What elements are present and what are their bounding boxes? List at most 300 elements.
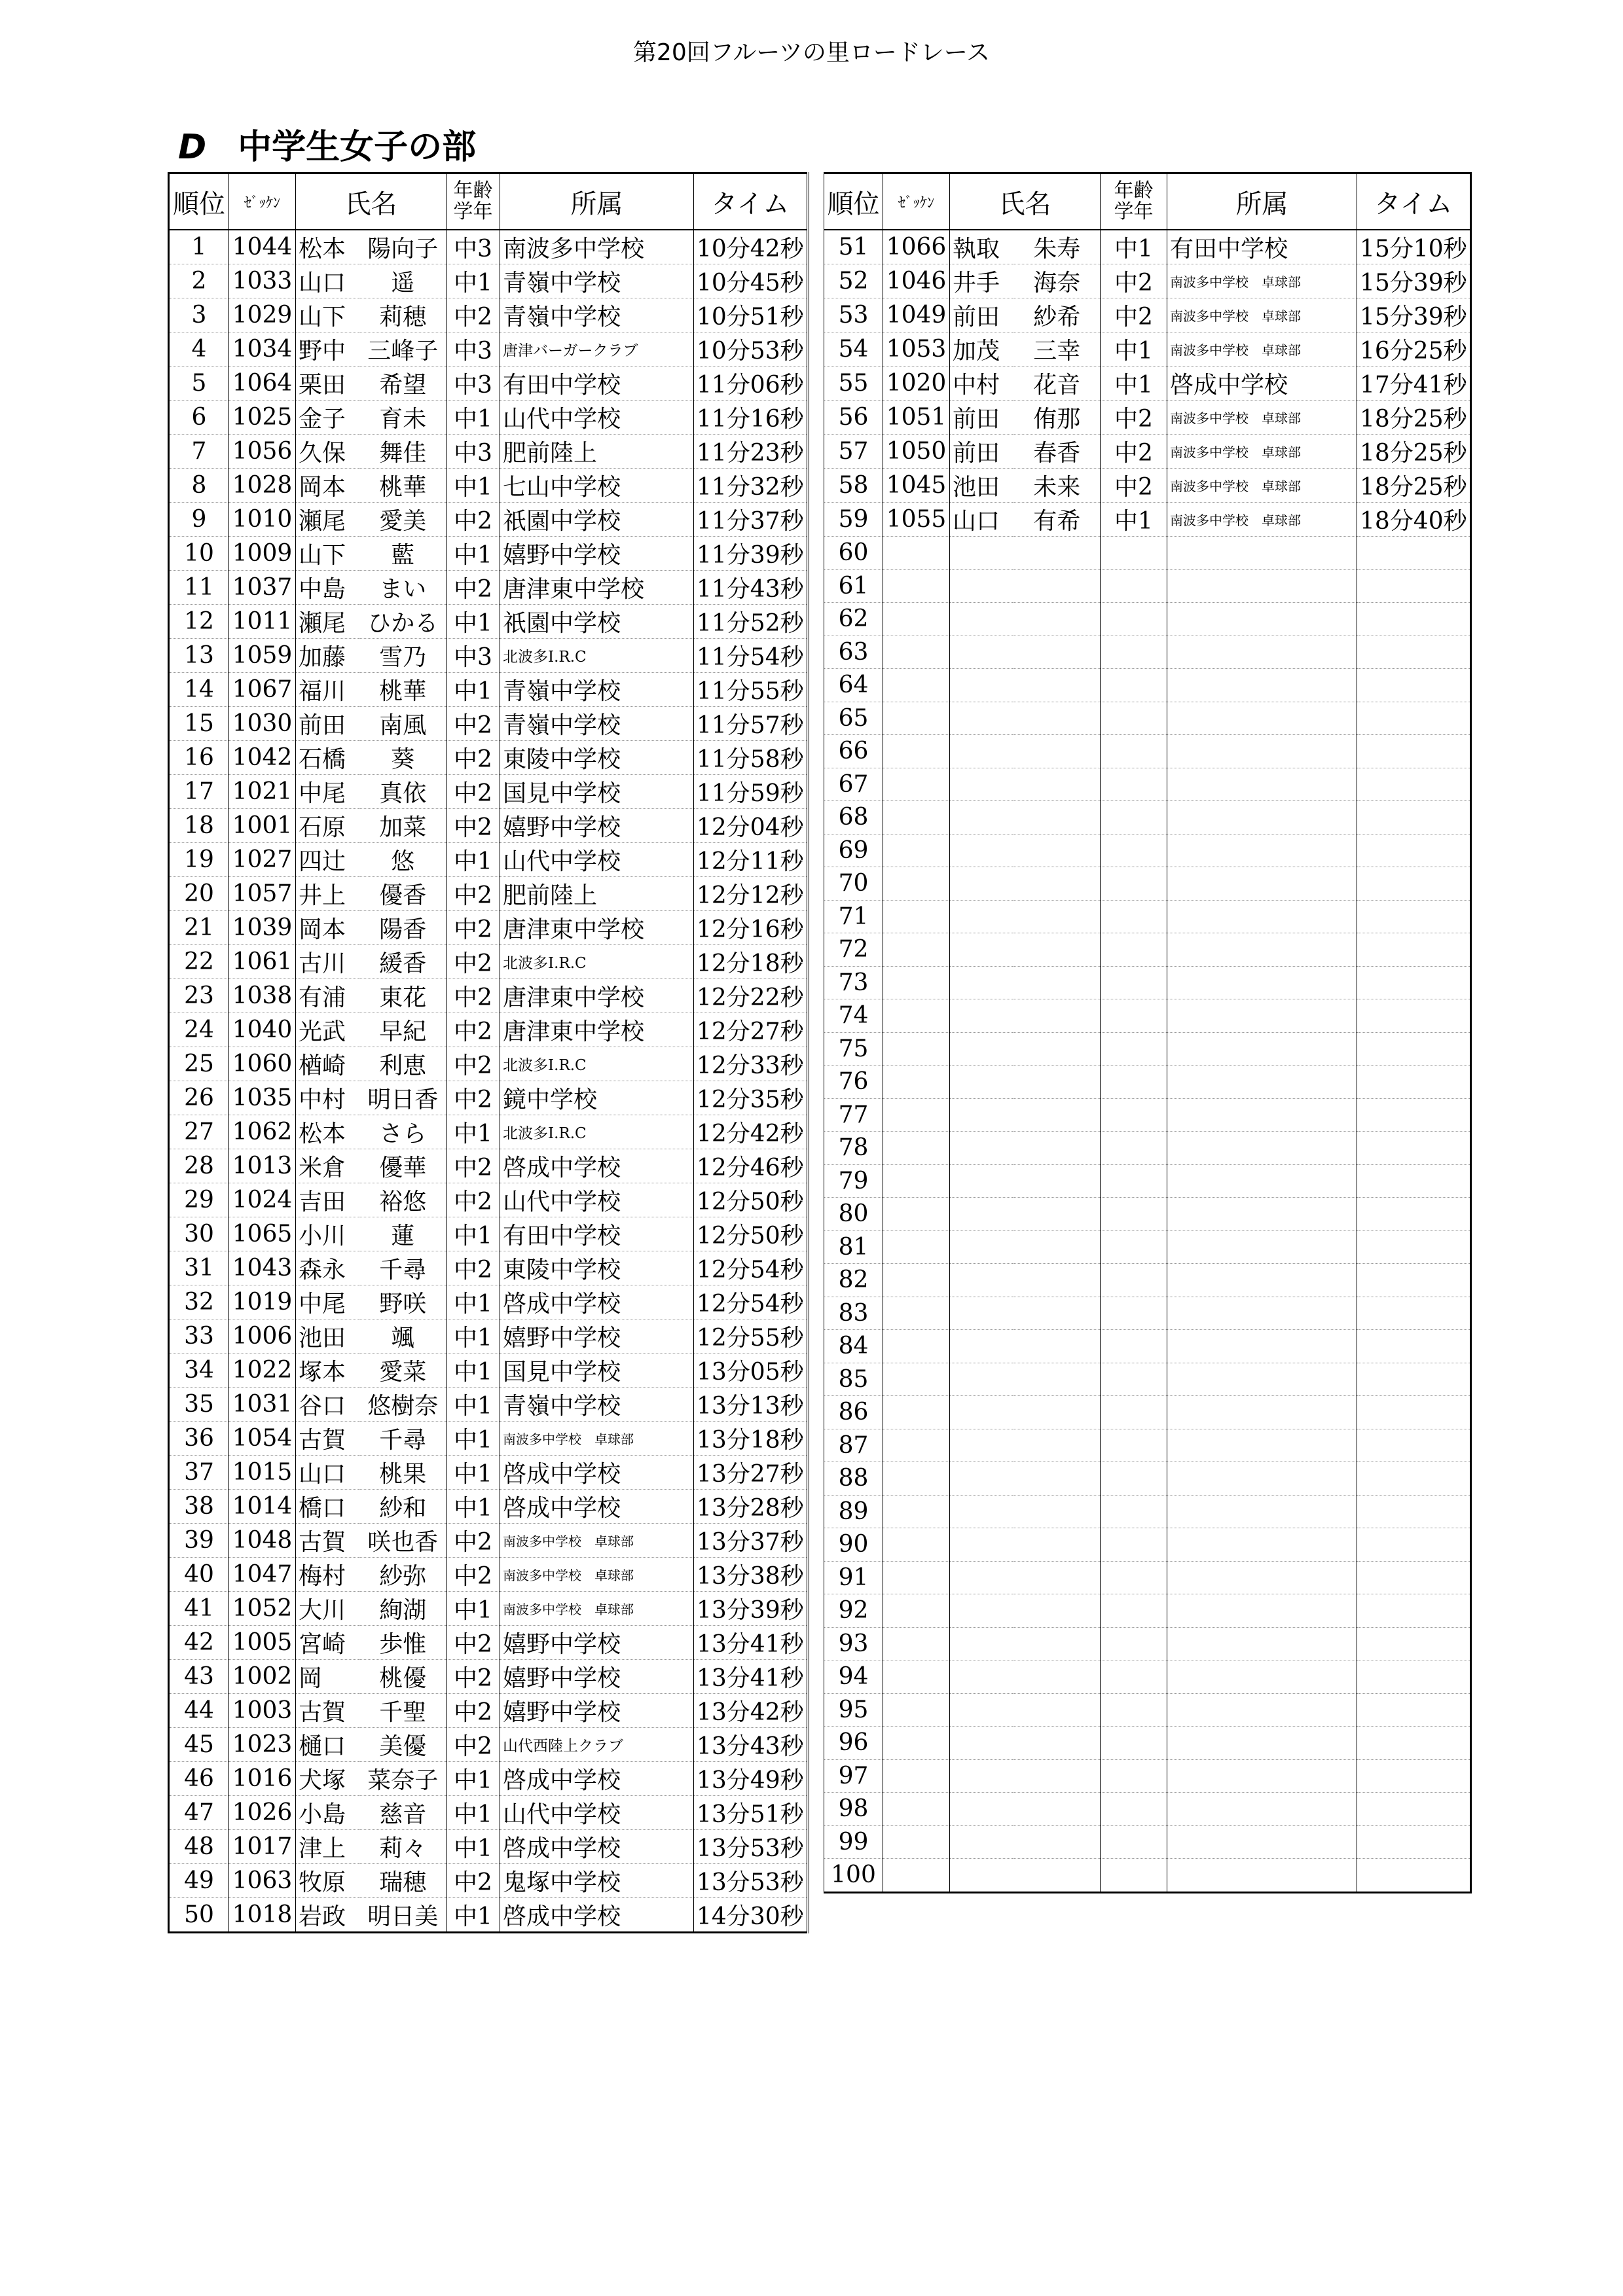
- time-cell: [1357, 1594, 1471, 1628]
- grade-cell: [1101, 1164, 1167, 1198]
- rank-cell: 8: [169, 469, 229, 503]
- team-cell: 南波多中学校 卓球部: [1167, 469, 1357, 503]
- team-cell: 有田中学校: [500, 1217, 694, 1251]
- grade-cell: [1101, 1627, 1167, 1660]
- surname-cell: 瀬尾: [296, 605, 360, 639]
- grade-cell: 中2: [447, 979, 500, 1013]
- surname-cell: [950, 569, 1014, 603]
- bib-cell: [883, 1230, 950, 1264]
- result-row: [169, 401, 808, 435]
- bib-cell: 1019: [229, 1285, 296, 1319]
- rank-cell: 27: [169, 1115, 229, 1149]
- surname-cell: 石橋: [296, 741, 360, 775]
- given-name-cell: 利恵: [360, 1047, 447, 1081]
- grade-cell: 中1: [447, 1592, 500, 1626]
- grade-cell: [1101, 735, 1167, 768]
- grade-cell: 中2: [447, 1251, 500, 1285]
- team-cell: [1167, 1032, 1357, 1066]
- rank-cell: 40: [169, 1558, 229, 1592]
- grade-cell: 中2: [447, 1558, 500, 1592]
- result-row: [824, 1230, 1471, 1264]
- given-name-cell: 千尋: [360, 1422, 447, 1456]
- surname-cell: 中村: [296, 1081, 360, 1115]
- time-cell: 11分32秒: [694, 469, 808, 503]
- surname-cell: 楢崎: [296, 1047, 360, 1081]
- result-row: [824, 401, 1471, 435]
- time-header: タイム: [694, 173, 808, 230]
- team-cell: [1167, 702, 1357, 735]
- result-row: [824, 1330, 1471, 1363]
- rank-cell: 35: [169, 1388, 229, 1422]
- surname-cell: [950, 1759, 1014, 1793]
- team-cell: [1167, 1297, 1357, 1330]
- team-cell: [1167, 735, 1357, 768]
- surname-cell: [950, 801, 1014, 834]
- result-row: [824, 298, 1471, 332]
- result-row: [169, 605, 808, 639]
- grade-header-line2: 学年: [1114, 200, 1154, 223]
- team-cell: 啓成中学校: [500, 1490, 694, 1524]
- grade-cell: 中2: [447, 1694, 500, 1728]
- team-cell: 有田中学校: [1167, 230, 1357, 264]
- surname-cell: [950, 1859, 1014, 1893]
- team-cell: [1167, 999, 1357, 1033]
- team-cell: 啓成中学校: [500, 1898, 694, 1933]
- event-title: 第20回フルーツの里ロードレース: [632, 39, 991, 66]
- time-cell: 12分16秒: [694, 911, 808, 945]
- time-cell: [1357, 966, 1471, 999]
- bib-cell: 1030: [229, 707, 296, 741]
- rank-cell: 86: [824, 1396, 883, 1429]
- given-name-cell: 陽香: [360, 911, 447, 945]
- time-cell: 13分43秒: [694, 1728, 808, 1762]
- surname-cell: [950, 1462, 1014, 1496]
- surname-cell: [950, 1132, 1014, 1165]
- time-cell: 13分51秒: [694, 1796, 808, 1830]
- surname-cell: [950, 1198, 1014, 1231]
- given-name-cell: [1014, 999, 1101, 1033]
- time-cell: [1357, 900, 1471, 933]
- grade-cell: 中2: [447, 1660, 500, 1694]
- result-row: [169, 1081, 808, 1115]
- results-table-right: [824, 172, 1472, 1893]
- given-name-cell: 有希: [1014, 503, 1101, 537]
- team-cell: 七山中学校: [500, 469, 694, 503]
- time-cell: [1357, 1429, 1471, 1462]
- grade-cell: 中2: [447, 571, 500, 605]
- bib-cell: 1035: [229, 1081, 296, 1115]
- result-row: [824, 735, 1471, 768]
- time-cell: 12分11秒: [694, 843, 808, 877]
- grade-cell: [1101, 1495, 1167, 1528]
- time-cell: 18分25秒: [1357, 401, 1471, 435]
- rank-cell: 39: [169, 1524, 229, 1558]
- bib-cell: [883, 966, 950, 999]
- bib-cell: [883, 1396, 950, 1429]
- team-cell: 青嶺中学校: [500, 707, 694, 741]
- time-cell: 10分45秒: [694, 264, 808, 298]
- given-name-cell: [1014, 1660, 1101, 1694]
- result-row: [169, 911, 808, 945]
- time-cell: 11分59秒: [694, 775, 808, 809]
- surname-cell: [950, 1528, 1014, 1562]
- time-cell: 10分51秒: [694, 298, 808, 332]
- grade-cell: 中2: [447, 1013, 500, 1047]
- result-row: [824, 367, 1471, 401]
- grade-cell: 中2: [447, 877, 500, 911]
- given-name-cell: [1014, 1330, 1101, 1363]
- result-row: [169, 1422, 808, 1456]
- result-row: [824, 933, 1471, 967]
- grade-cell: 中1: [447, 1830, 500, 1864]
- grade-cell: [1101, 1429, 1167, 1462]
- rank-cell: 9: [169, 503, 229, 537]
- rank-cell: 10: [169, 537, 229, 571]
- rank-cell: 14: [169, 673, 229, 707]
- bib-cell: [883, 1528, 950, 1562]
- rank-cell: 42: [169, 1626, 229, 1660]
- rank-cell: 28: [169, 1149, 229, 1183]
- surname-cell: [950, 834, 1014, 867]
- category-heading: [178, 119, 476, 168]
- surname-cell: [950, 1032, 1014, 1066]
- given-name-cell: 紗和: [360, 1490, 447, 1524]
- rank-cell: 57: [824, 435, 883, 469]
- team-cell: 祇園中学校: [500, 605, 694, 639]
- result-row: [824, 1462, 1471, 1496]
- team-cell: 北波多I.R.C: [500, 639, 694, 673]
- result-row: [824, 636, 1471, 669]
- given-name-cell: 緩香: [360, 945, 447, 979]
- rank-cell: 97: [824, 1759, 883, 1793]
- time-cell: 15分39秒: [1357, 264, 1471, 298]
- team-cell: 山代中学校: [500, 401, 694, 435]
- team-header: 所属: [1167, 173, 1357, 230]
- result-row: [824, 768, 1471, 801]
- team-cell: 肥前陸上: [500, 435, 694, 469]
- result-row: [824, 999, 1471, 1033]
- result-row: [169, 503, 808, 537]
- surname-cell: 岡本: [296, 469, 360, 503]
- team-cell: 有田中学校: [500, 367, 694, 401]
- time-cell: [1357, 999, 1471, 1033]
- bib-cell: 1042: [229, 741, 296, 775]
- rank-cell: 15: [169, 707, 229, 741]
- grade-cell: 中1: [447, 1490, 500, 1524]
- result-row: [824, 1759, 1471, 1793]
- team-cell: [1167, 1825, 1357, 1859]
- team-cell: 北波多I.R.C: [500, 1115, 694, 1149]
- rank-cell: 64: [824, 669, 883, 702]
- grade-cell: 中2: [1101, 469, 1167, 503]
- time-cell: [1357, 1330, 1471, 1363]
- team-cell: 国見中学校: [500, 775, 694, 809]
- grade-cell: [1101, 1759, 1167, 1793]
- team-cell: [1167, 1396, 1357, 1429]
- grade-cell: [1101, 1330, 1167, 1363]
- grade-cell: 中2: [447, 1626, 500, 1660]
- grade-header-line2: 学年: [453, 200, 493, 223]
- grade-cell: [1101, 1825, 1167, 1859]
- surname-cell: [950, 768, 1014, 801]
- result-row: [824, 1528, 1471, 1562]
- team-cell: [1167, 966, 1357, 999]
- team-cell: [1167, 1759, 1357, 1793]
- team-cell: 祇園中学校: [500, 503, 694, 537]
- time-cell: 12分42秒: [694, 1115, 808, 1149]
- rank-cell: 77: [824, 1098, 883, 1132]
- result-row: [169, 298, 808, 332]
- given-name-cell: [1014, 1264, 1101, 1297]
- given-name-cell: [1014, 1164, 1101, 1198]
- team-cell: 南波多中学校 卓球部: [500, 1558, 694, 1592]
- surname-cell: 橋口: [296, 1490, 360, 1524]
- grade-cell: [1101, 1660, 1167, 1694]
- surname-cell: 山口: [950, 503, 1014, 537]
- surname-cell: 山口: [296, 264, 360, 298]
- bib-cell: 1049: [883, 298, 950, 332]
- surname-cell: [950, 1098, 1014, 1132]
- given-name-cell: 桃優: [360, 1660, 447, 1694]
- time-cell: 11分39秒: [694, 537, 808, 571]
- result-row: [824, 1495, 1471, 1528]
- bib-cell: [883, 801, 950, 834]
- team-cell: 山代西陸上クラブ: [500, 1728, 694, 1762]
- given-name-cell: 絢湖: [360, 1592, 447, 1626]
- team-cell: 南波多中学校 卓球部: [500, 1524, 694, 1558]
- team-cell: 唐津東中学校: [500, 979, 694, 1013]
- rank-cell: 19: [169, 843, 229, 877]
- bib-cell: [883, 537, 950, 570]
- bib-cell: [883, 1363, 950, 1396]
- rank-cell: 1: [169, 230, 229, 264]
- rank-cell: 22: [169, 945, 229, 979]
- given-name-cell: 野咲: [360, 1285, 447, 1319]
- given-name-cell: [1014, 1132, 1101, 1165]
- bib-cell: 1026: [229, 1796, 296, 1830]
- grade-cell: 中1: [447, 1796, 500, 1830]
- given-name-cell: 桃果: [360, 1456, 447, 1490]
- time-cell: 12分46秒: [694, 1149, 808, 1183]
- bib-cell: [883, 867, 950, 901]
- given-name-cell: [1014, 702, 1101, 735]
- rank-header: 順位: [824, 173, 883, 230]
- time-cell: [1357, 1528, 1471, 1562]
- surname-cell: [950, 1363, 1014, 1396]
- result-row: [169, 1592, 808, 1626]
- given-name-cell: 瑞穂: [360, 1864, 447, 1898]
- given-name-cell: まい: [360, 571, 447, 605]
- team-cell: 唐津東中学校: [500, 571, 694, 605]
- rank-cell: 78: [824, 1132, 883, 1165]
- team-cell: [1167, 636, 1357, 669]
- grade-cell: 中3: [447, 230, 500, 264]
- grade-cell: 中1: [447, 264, 500, 298]
- results-table-left: [168, 172, 809, 1933]
- result-row: [824, 503, 1471, 537]
- time-cell: 13分49秒: [694, 1762, 808, 1796]
- surname-cell: 中尾: [296, 1285, 360, 1319]
- bib-cell: 1016: [229, 1762, 296, 1796]
- grade-cell: 中1: [447, 1422, 500, 1456]
- header-row: [824, 173, 1471, 230]
- rank-cell: 76: [824, 1066, 883, 1099]
- result-row: [824, 569, 1471, 603]
- result-row: [169, 809, 808, 843]
- given-name-cell: 早紀: [360, 1013, 447, 1047]
- grade-cell: 中3: [447, 639, 500, 673]
- result-row: [824, 801, 1471, 834]
- rank-cell: 16: [169, 741, 229, 775]
- grade-cell: 中1: [1101, 230, 1167, 264]
- time-cell: 12分33秒: [694, 1047, 808, 1081]
- time-cell: 11分55秒: [694, 673, 808, 707]
- given-name-cell: 紗希: [1014, 298, 1101, 332]
- bib-cell: 1038: [229, 979, 296, 1013]
- given-name-cell: さら: [360, 1115, 447, 1149]
- surname-cell: [950, 1264, 1014, 1297]
- team-cell: 唐津東中学校: [500, 1013, 694, 1047]
- rank-cell: 18: [169, 809, 229, 843]
- given-name-cell: 千聖: [360, 1694, 447, 1728]
- bib-cell: 1034: [229, 332, 296, 367]
- time-cell: 13分38秒: [694, 1558, 808, 1592]
- surname-cell: 岡本: [296, 911, 360, 945]
- given-name-cell: 桃華: [360, 469, 447, 503]
- surname-cell: 古賀: [296, 1524, 360, 1558]
- bib-cell: [883, 834, 950, 867]
- surname-cell: 井上: [296, 877, 360, 911]
- result-row: [169, 639, 808, 673]
- grade-cell: [1101, 900, 1167, 933]
- surname-cell: 松本: [296, 1115, 360, 1149]
- given-name-cell: 優華: [360, 1149, 447, 1183]
- time-cell: 13分53秒: [694, 1864, 808, 1898]
- rank-cell: 37: [169, 1456, 229, 1490]
- grade-cell: [1101, 1727, 1167, 1760]
- bib-cell: 1010: [229, 503, 296, 537]
- time-cell: [1357, 1032, 1471, 1066]
- grade-cell: 中2: [447, 741, 500, 775]
- surname-cell: [950, 1594, 1014, 1628]
- team-cell: [1167, 1495, 1357, 1528]
- result-row: [169, 979, 808, 1013]
- time-cell: 11分57秒: [694, 707, 808, 741]
- given-name-cell: 歩惟: [360, 1626, 447, 1660]
- grade-cell: [1101, 1561, 1167, 1594]
- surname-cell: 有浦: [296, 979, 360, 1013]
- result-row: [169, 1456, 808, 1490]
- time-cell: 13分39秒: [694, 1592, 808, 1626]
- bib-cell: 1064: [229, 367, 296, 401]
- time-cell: 12分55秒: [694, 1319, 808, 1354]
- rank-cell: 98: [824, 1793, 883, 1826]
- given-name-cell: ひかる: [360, 605, 447, 639]
- grade-cell: 中1: [447, 1762, 500, 1796]
- given-name-cell: [1014, 1429, 1101, 1462]
- bib-cell: [883, 1198, 950, 1231]
- team-cell: 嬉野中学校: [500, 1319, 694, 1354]
- result-row: [169, 1762, 808, 1796]
- team-cell: [1167, 569, 1357, 603]
- given-name-cell: [1014, 1032, 1101, 1066]
- result-row: [169, 230, 808, 264]
- rank-cell: 43: [169, 1660, 229, 1694]
- given-name-cell: 海奈: [1014, 264, 1101, 298]
- result-row: [169, 1115, 808, 1149]
- surname-cell: 古川: [296, 945, 360, 979]
- surname-cell: 井手: [950, 264, 1014, 298]
- rank-cell: 38: [169, 1490, 229, 1524]
- result-row: [824, 1594, 1471, 1628]
- grade-cell: 中1: [1101, 503, 1167, 537]
- rank-cell: 85: [824, 1363, 883, 1396]
- time-cell: 12分27秒: [694, 1013, 808, 1047]
- bib-cell: [883, 735, 950, 768]
- team-cell: [1167, 1727, 1357, 1760]
- time-cell: 12分35秒: [694, 1081, 808, 1115]
- result-row: [169, 1149, 808, 1183]
- grade-cell: 中2: [447, 1047, 500, 1081]
- result-row: [824, 332, 1471, 367]
- bib-cell: [883, 636, 950, 669]
- surname-cell: 小川: [296, 1217, 360, 1251]
- rank-cell: 88: [824, 1462, 883, 1496]
- time-cell: [1357, 1098, 1471, 1132]
- time-cell: 13分27秒: [694, 1456, 808, 1490]
- team-cell: [1167, 1132, 1357, 1165]
- grade-cell: 中1: [447, 1898, 500, 1933]
- surname-cell: 米倉: [296, 1149, 360, 1183]
- bib-cell: [883, 1693, 950, 1727]
- bib-cell: 1020: [883, 367, 950, 401]
- bib-cell: [883, 1793, 950, 1826]
- rank-cell: 90: [824, 1528, 883, 1562]
- rank-cell: 92: [824, 1594, 883, 1628]
- given-name-cell: [1014, 603, 1101, 636]
- given-name-cell: 葵: [360, 741, 447, 775]
- result-row: [824, 867, 1471, 901]
- team-cell: 青嶺中学校: [500, 1388, 694, 1422]
- result-row: [824, 469, 1471, 503]
- surname-cell: 宮崎: [296, 1626, 360, 1660]
- result-row: [824, 1627, 1471, 1660]
- bib-cell: 1014: [229, 1490, 296, 1524]
- bib-cell: 1031: [229, 1388, 296, 1422]
- grade-cell: [1101, 1462, 1167, 1496]
- grade-cell: [1101, 768, 1167, 801]
- time-cell: 12分50秒: [694, 1217, 808, 1251]
- rank-cell: 58: [824, 469, 883, 503]
- surname-cell: 塚本: [296, 1354, 360, 1388]
- bib-cell: [883, 1660, 950, 1694]
- given-name-cell: 東花: [360, 979, 447, 1013]
- surname-cell: [950, 1793, 1014, 1826]
- time-cell: 12分22秒: [694, 979, 808, 1013]
- rank-cell: 34: [169, 1354, 229, 1388]
- surname-cell: 岩政: [296, 1898, 360, 1933]
- given-name-cell: [1014, 1759, 1101, 1793]
- rank-cell: 96: [824, 1727, 883, 1760]
- result-row: [824, 1793, 1471, 1826]
- time-cell: [1357, 1759, 1471, 1793]
- surname-cell: [950, 735, 1014, 768]
- result-row: [169, 1047, 808, 1081]
- result-row: [824, 603, 1471, 636]
- team-cell: 啓成中学校: [500, 1149, 694, 1183]
- grade-cell: [1101, 834, 1167, 867]
- given-name-cell: 希望: [360, 367, 447, 401]
